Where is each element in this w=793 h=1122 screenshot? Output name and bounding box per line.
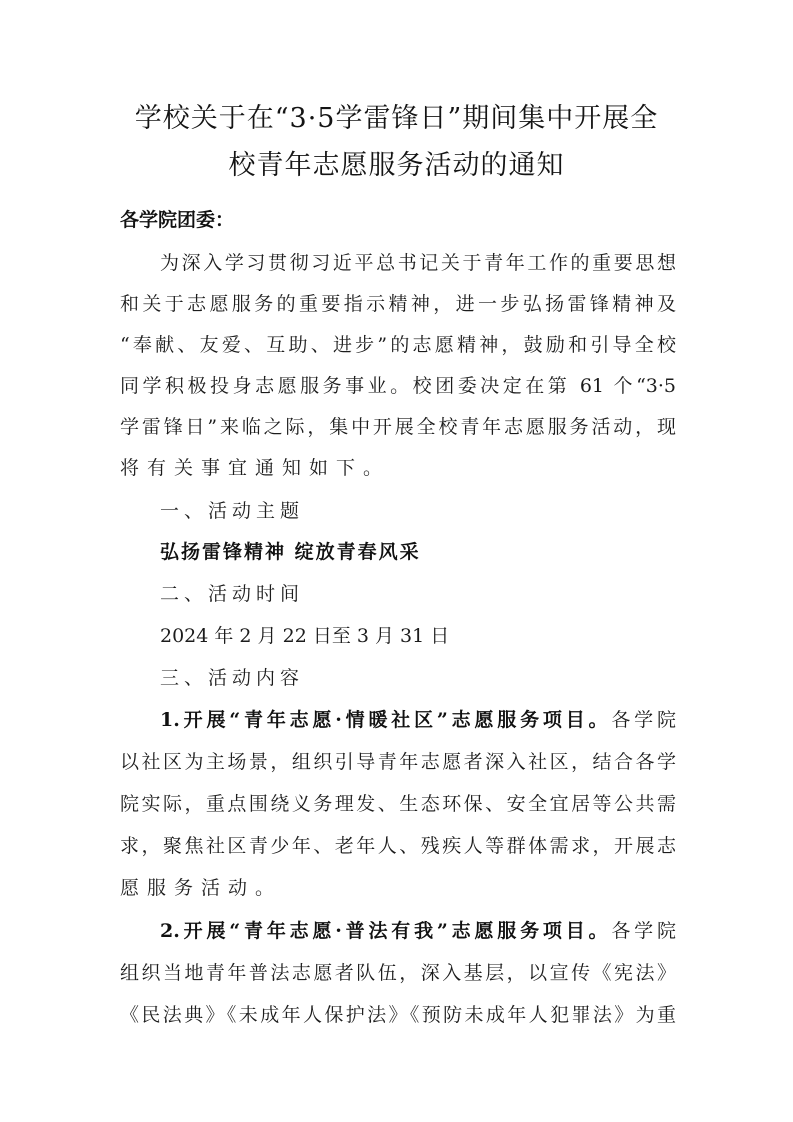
intro-line-5: 学雷锋日”来临之际，集中开展全校青年志愿服务活动，现	[120, 416, 676, 438]
item-1-bold-lead: 1.开展“青年志愿·情暖社区”志愿服务项目。	[160, 709, 612, 731]
intro-line-6: 将有关事宜通知如下。	[120, 457, 391, 479]
item-1-line-4: 求，聚焦社区青少年、老年人、残疾人等群体需求，开展志	[120, 835, 676, 857]
section-1-theme: 弘扬雷锋精神 绽放青春风采	[160, 541, 421, 563]
item-1-line-5: 愿服务活动。	[120, 877, 283, 899]
intro-line-4: 同学积极投身志愿服务事业。校团委决定在第 61 个“3·5	[120, 375, 676, 397]
item-2-line-3: 《民法典》《未成年人保护法》《预防未成年人犯罪法》为重	[120, 1004, 676, 1026]
item-1-first-line-rest: 各学院	[611, 709, 676, 731]
item-2-first-line	[160, 917, 676, 945]
section-2-heading: 二、活动时间	[160, 583, 305, 605]
item-1-line-3: 院实际，重点围绕义务理发、生态环保、安全宜居等公共需	[120, 793, 676, 815]
salutation: 各学院团委：	[120, 209, 235, 231]
section-3-heading: 三、活动内容	[160, 667, 305, 689]
intro-line-3: “奉献、友爱、互助、进步”的志愿精神，鼓励和引导全校	[120, 334, 676, 356]
document-title-line-1: 学校关于在“3·5学雷锋日”期间集中开展全	[134, 103, 659, 134]
intro-line-2: 和关于志愿服务的重要指示精神，进一步弘扬雷锋精神及	[120, 293, 676, 315]
item-1-first-line	[160, 706, 676, 734]
item-2-bold-lead: 2.开展“青年志愿·普法有我”志愿服务项目。	[160, 920, 612, 942]
intro-line-1: 为深入学习贯彻习近平总书记关于青年工作的重要思想	[160, 252, 676, 274]
item-2-first-line-rest: 各学院	[611, 920, 676, 942]
section-2-date: 2024 年 2 月 22 日至 3 月 31 日	[160, 625, 450, 647]
section-1-heading: 一、活动主题	[160, 500, 305, 522]
item-2-line-2: 组织当地青年普法志愿者队伍，深入基层，以宣传《宪法》	[120, 962, 676, 984]
document-title-line-2: 校青年志愿服务活动的通知	[228, 150, 565, 181]
item-1-line-2: 以社区为主场景，组织引导青年志愿者深入社区，结合各学	[120, 751, 676, 773]
